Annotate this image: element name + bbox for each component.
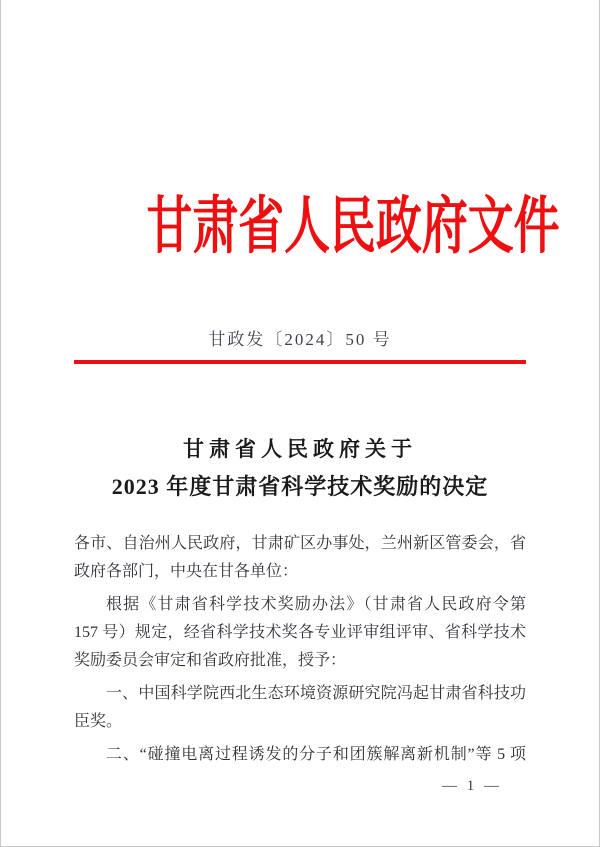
doc-title-line2: 2023 年度甘肃省科学技术奖励的决定 bbox=[111, 474, 489, 499]
document-body bbox=[74, 530, 526, 769]
body-paragraph bbox=[74, 741, 526, 769]
doc-number: 甘政发〔2024〕50 号 bbox=[208, 330, 392, 349]
text-line: 奖励委员会审定和省政府批准，授予： bbox=[74, 652, 347, 669]
text-line: 一、中国科学院西北生态环境资源研究院冯起甘肃省科技功 bbox=[106, 685, 526, 702]
doc-title-line1: 甘肃省人民政府关于 bbox=[183, 437, 417, 461]
page-number: — 1 — bbox=[442, 778, 502, 794]
text-line: 二、“碰撞电离过程诱发的分子和团簇解离新机制”等 5 项 bbox=[106, 746, 526, 763]
text-line: 157 号）规定，经省科学技术奖各专业评审组评审、省科学技术 bbox=[74, 624, 526, 641]
text-line: 臣奖。 bbox=[74, 713, 123, 730]
masthead-title-text: 甘肃省人民政府文件 bbox=[146, 193, 560, 261]
text-line: 政府各部门，中央在甘各单位： bbox=[74, 563, 299, 580]
masthead-title bbox=[74, 192, 560, 278]
doc-title bbox=[74, 434, 526, 504]
red-divider bbox=[74, 360, 526, 364]
body-paragraph bbox=[74, 591, 526, 675]
text-line: 各市、自治州人民政府，甘肃矿区办事处，兰州新区管委会，省 bbox=[74, 535, 526, 552]
text-line: 根据《甘肃省科学技术奖励办法》（甘肃省人民政府令第 bbox=[106, 596, 526, 613]
body-paragraph bbox=[74, 530, 526, 586]
body-paragraph bbox=[74, 680, 526, 736]
